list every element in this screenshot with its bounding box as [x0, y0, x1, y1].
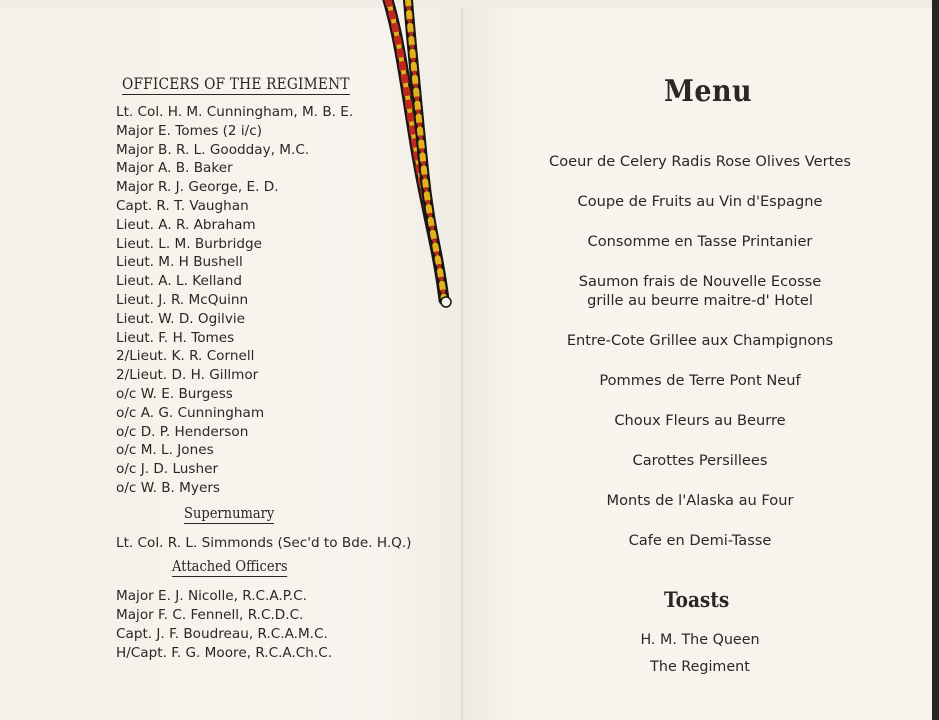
attached-officers-heading: Attached Officers	[172, 559, 288, 575]
attached-officer-entry: Capt. J. F. Boudreau, R.C.A.M.C.	[116, 626, 328, 642]
supernumerary-entry: Lt. Col. R. L. Simmonds (Sec'd to Bde. H.Q.)	[116, 535, 412, 551]
menu-course: Carottes Persillees	[632, 452, 768, 469]
menu-course: Cafe en Demi-Tasse	[628, 532, 772, 549]
officer-entry: o/c W. B. Myers	[116, 479, 220, 496]
officer-entry: Major E. Tomes (2 i/c)	[116, 122, 263, 139]
officers-heading: OFFICERS OF THE REGIMENT	[122, 74, 350, 93]
officer-entry: Lieut. A. L. Kelland	[116, 273, 242, 290]
card-edge	[932, 0, 939, 720]
officer-entry: Major A. B. Baker	[116, 160, 233, 177]
officer-entry: Capt. R. T. Vaughan	[116, 197, 249, 214]
toasts-list	[520, 627, 880, 681]
menu-course: Pommes de Terre Pont Neuf	[599, 372, 801, 389]
supernumerary-heading: Supernumary	[184, 506, 275, 522]
officer-entry: o/c M. L. Jones	[116, 442, 214, 459]
officer-entry: Lieut. A. R. Abraham	[116, 216, 256, 233]
menu-title: Menu	[664, 74, 753, 109]
officer-entry: Lieut. M. H Bushell	[116, 254, 243, 271]
menu-course: Coupe de Fruits au Vin d'Espagne	[577, 193, 823, 210]
menu-course: Coeur de Celery Radis Rose Olives Vertes	[549, 153, 851, 170]
menu-course: Choux Fleurs au Beurre	[614, 412, 786, 429]
officer-entry: o/c W. E. Burgess	[116, 385, 233, 402]
officer-entry: Major B. R. L. Goodday, M.C.	[116, 141, 310, 158]
officer-entry: Lieut. F. H. Tomes	[116, 329, 235, 346]
attached-officer-entry: H/Capt. F. G. Moore, R.C.A.Ch.C.	[116, 645, 333, 661]
officer-entry: Lieut. L. M. Burbridge	[116, 235, 263, 252]
officer-entry: 2/Lieut. D. H. Gillmor	[116, 367, 259, 384]
officer-entry: o/c D. P. Henderson	[116, 423, 249, 440]
officer-entry: Major R. J. George, E. D.	[116, 179, 279, 196]
officer-entry: Lieut. W. D. Ogilvie	[116, 310, 246, 327]
menu-course: Saumon frais de Nouvelle Ecosse	[578, 273, 822, 290]
menu-course: Consomme en Tasse Printanier	[587, 233, 813, 250]
attached-officer-entry: Major E. J. Nicolle, R.C.A.P.C.	[116, 588, 307, 604]
officer-entry: o/c J. D. Lusher	[116, 461, 219, 478]
menu-course: Entre-Cote Grillee aux Champignons	[566, 332, 834, 349]
attached-officer-entry: Major F. C. Fennell, R.C.D.C.	[116, 607, 304, 623]
menu-course-list	[520, 152, 880, 550]
toasts-title: Toasts	[664, 587, 730, 612]
officer-entry: o/c A. G. Cunningham	[116, 404, 265, 421]
officer-entry: Lt. Col. H. M. Cunningham, M. B. E.	[116, 104, 354, 120]
toast-entry: H. M. The Queen	[640, 632, 760, 648]
braided-cord	[378, 0, 468, 312]
officer-entry: Lieut. J. R. McQuinn	[116, 291, 249, 308]
menu-course-continued: grille au beurre maitre-d' Hotel	[587, 292, 813, 309]
officer-entry: 2/Lieut. K. R. Cornell	[116, 348, 255, 365]
officer-list	[116, 103, 353, 498]
menu-course: Monts de l'Alaska au Four	[606, 492, 794, 509]
attached-officers-list	[116, 587, 332, 663]
toast-entry: The Regiment	[650, 659, 750, 675]
